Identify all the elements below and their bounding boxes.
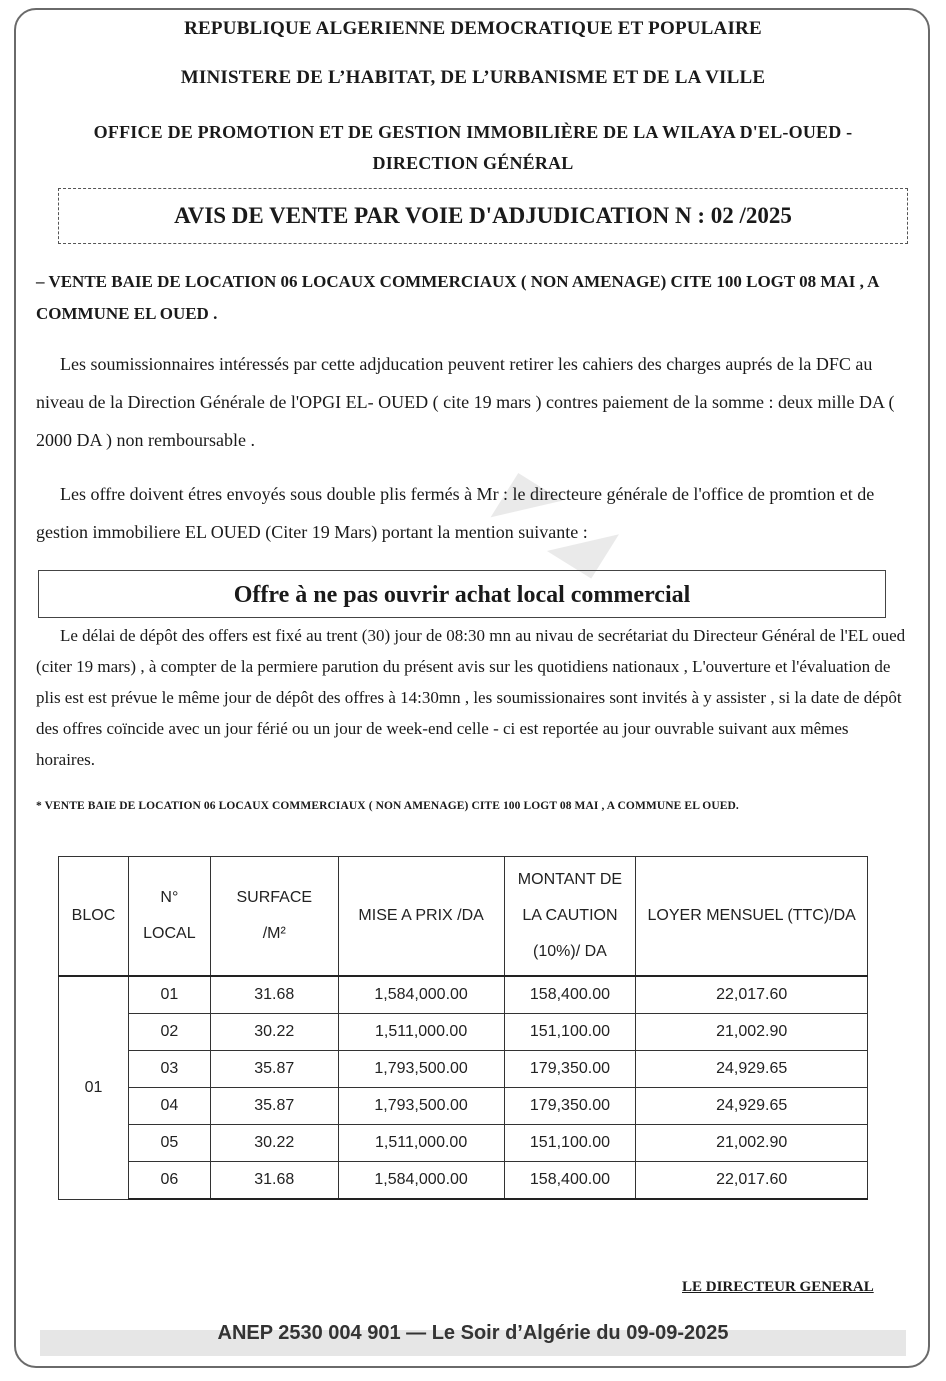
loyer-cell: 22,017.60 <box>636 1162 868 1200</box>
surface-cell: 31.68 <box>210 1162 338 1200</box>
caution-cell: 158,400.00 <box>504 1162 636 1200</box>
surface-cell: 30.22 <box>210 1125 338 1162</box>
paragraph-offres: Les offre doivent étres envoyés sous double plis fermés à Mr : le directeure générale de l'office de promtion et de gestion immobiliere EL OUED (Citer 19 Mars) portant la mention suivante : <box>36 484 875 542</box>
surface-cell: 31.68 <box>210 976 338 1014</box>
caution-cell: 179,350.00 <box>504 1088 636 1125</box>
local-cell: 06 <box>128 1162 210 1200</box>
table-row <box>59 1088 868 1125</box>
caution-cell: 179,350.00 <box>504 1051 636 1088</box>
table-header-row <box>59 857 868 977</box>
caution-cell: 158,400.00 <box>504 976 636 1014</box>
paragraph-cahiers: Les soumissionnaires intéressés par cette adjducation peuvent retirer les cahiers des charges auprés de la DFC au niveau de la Direction Générale de l'OPGI EL- OUED ( cite 19 mars ) contres paiement de la somme : deux mille DA ( 2000 DA ) non remboursable . <box>36 354 895 450</box>
paragraph-delai: Le délai de dépôt des offers est fixé au trent (30) jour de 08:30 mn au nivau de secrétariat du Directeur Général de l'EL oued (citer 19 mars) , à compter de la permiere parution du présent avis sur les quotidiens nationaux , L'ouverture et l'évaluation de plis est est prévue le même jour de dépôt des offres à 14:30mn , les soumissionaires sont invités à y assister , si la date de dépôt des offres coïncide avec un jour férié ou un jour de week-end celle - ci est reportée au jour ouvrable suivant aux mêmes horaires. <box>36 626 906 769</box>
surface-cell: 35.87 <box>210 1051 338 1088</box>
local-cell: 05 <box>128 1125 210 1162</box>
loyer-cell: 24,929.65 <box>636 1051 868 1088</box>
mention-box: Offre à ne pas ouvrir achat local commercial <box>38 570 886 618</box>
table-row <box>59 1125 868 1162</box>
loyer-cell: 24,929.65 <box>636 1088 868 1125</box>
caution-cell: 151,100.00 <box>504 1014 636 1051</box>
caution-cell: 151,100.00 <box>504 1125 636 1162</box>
header-republic: REPUBLIQUE ALGERIENNE DEMOCRATIQUE ET POPULAIRE <box>184 18 762 39</box>
local-cell: 01 <box>128 976 210 1014</box>
mise-cell: 1,793,500.00 <box>338 1051 504 1088</box>
table-row <box>59 1051 868 1088</box>
mise-cell: 1,511,000.00 <box>338 1014 504 1051</box>
local-cell: 04 <box>128 1088 210 1125</box>
header-ministry: MINISTERE DE L’HABITAT, DE L’URBANISME ET DE LA VILLE <box>180 67 766 88</box>
mise-cell: 1,793,500.00 <box>338 1088 504 1125</box>
mise-cell: 1,511,000.00 <box>338 1125 504 1162</box>
surface-cell: 35.87 <box>210 1088 338 1125</box>
loyer-cell: 21,002.90 <box>636 1125 868 1162</box>
mise-cell: 1,584,000.00 <box>338 976 504 1014</box>
avis-title: AVIS DE VENTE PAR VOIE D'ADJUDICATION N : 02 /2025 <box>58 188 908 244</box>
loyer-cell: 22,017.60 <box>636 976 868 1014</box>
footer-publication: ANEP 2530 004 901 — Le Soir d’Algérie du 09-09-2025 <box>217 1322 729 1344</box>
lots-table <box>58 856 868 1200</box>
watermark-logo: ◤ ◢ <box>489 459 626 583</box>
header-direction: DIRECTION GÉNÉRAL <box>372 153 574 173</box>
bloc-cell: 01 <box>59 976 129 1199</box>
header-mise-a-prix: MISE A PRIX /DA <box>338 857 504 977</box>
local-cell: 03 <box>128 1051 210 1088</box>
header-surface: SURFACE /M² <box>210 857 338 977</box>
header-caution: MONTANT DE LA CAUTION (10%)/ DA <box>504 857 636 977</box>
table-note: * VENTE BAIE DE LOCATION 06 LOCAUX COMMERCIAUX ( NON AMENAGE) CITE 100 LOGT 08 MAI , A COMMUNE EL OUED. <box>36 800 739 812</box>
table-row <box>59 1014 868 1051</box>
local-cell: 02 <box>128 1014 210 1051</box>
header-bloc: BLOC <box>59 857 129 977</box>
loyer-cell: 21,002.90 <box>636 1014 868 1051</box>
surface-cell: 30.22 <box>210 1014 338 1051</box>
signature-director: LE DIRECTEUR GENERAL <box>682 1279 874 1295</box>
header-office: OFFICE DE PROMOTION ET DE GESTION IMMOBILIÈRE DE LA WILAYA D'EL-OUED - <box>93 122 853 142</box>
table-row <box>59 1162 868 1200</box>
header-local: N° LOCAL <box>128 857 210 977</box>
lot-description: – VENTE BAIE DE LOCATION 06 LOCAUX COMMERCIAUX ( NON AMENAGE) CITE 100 LOGT 08 MAI , A COMMUNE EL OUED . <box>36 272 879 323</box>
header-loyer: LOYER MENSUEL (TTC)/DA <box>636 857 868 977</box>
mise-cell: 1,584,000.00 <box>338 1162 504 1200</box>
table-row <box>59 976 868 1014</box>
